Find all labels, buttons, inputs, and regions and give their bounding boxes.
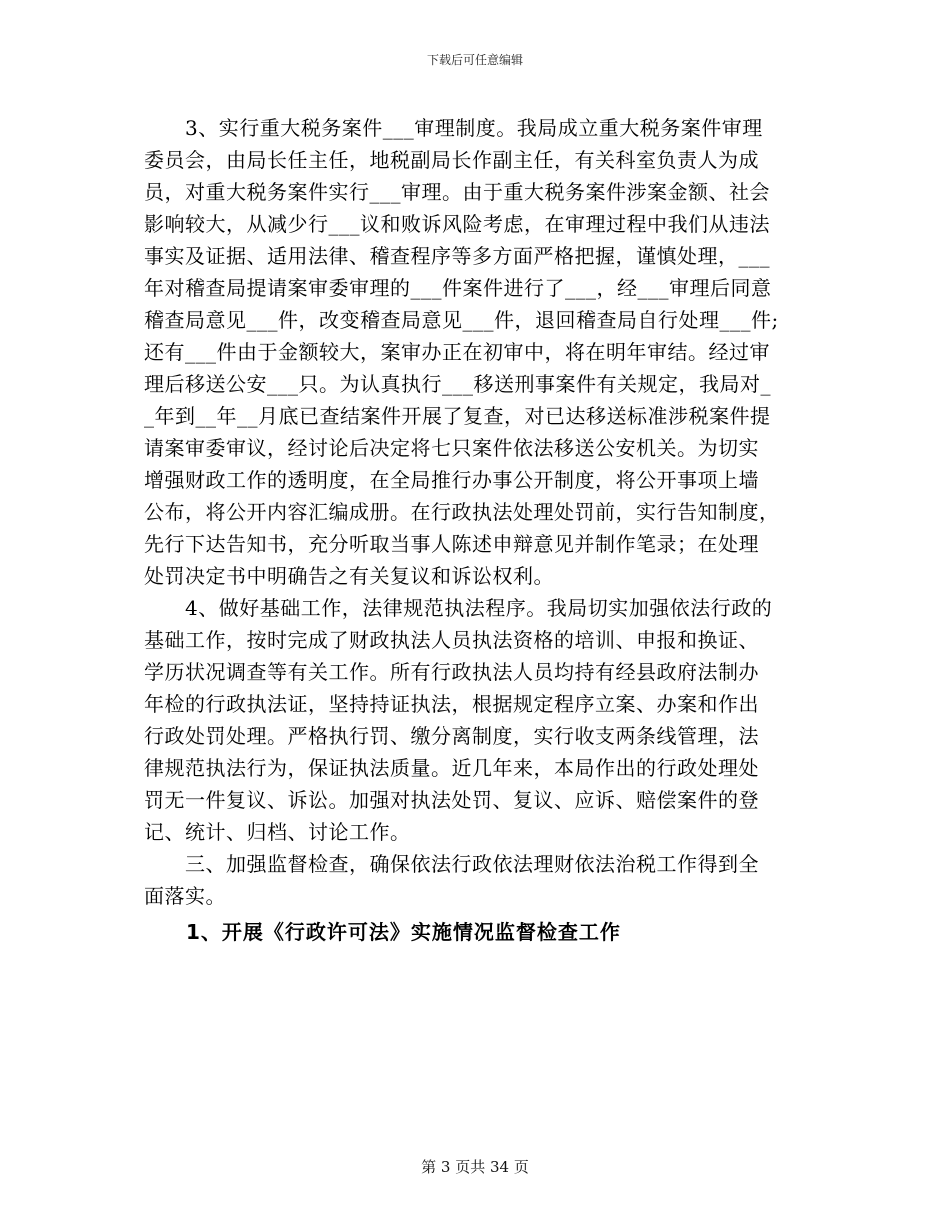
text-line: 公布，将公开内容汇编成册。在行政执法处理处罚前，实行告知制度， xyxy=(144,500,780,524)
text-line: 面落实。 xyxy=(144,884,226,908)
text-line: 记、统计、归档、讨论工作。 xyxy=(144,820,411,844)
text-line: 4、做好基础工作，法律规范执法程序。我局切实加强依法行政的 xyxy=(144,596,773,620)
text-line: 事实及证据、适用法律、稽查程序等多方面严格把握，谨慎处理，___ xyxy=(144,244,770,268)
page-number: 第 3 页共 34 页 xyxy=(421,1158,529,1176)
section-3-supervision xyxy=(144,848,808,912)
text-line: 影响较大，从减少行___议和败诉风险考虑，在审理过程中我们从违法 xyxy=(144,212,770,236)
text-line: 罚无一件复议、诉讼。加强对执法处罚、复议、应诉、赔偿案件的登 xyxy=(144,788,759,812)
text-line: 三、加强监督检查，确保依法行政依法理财依法治税工作得到全 xyxy=(144,852,759,876)
text-line: 委员会，由局长任主任，地税副局长作副主任，有关科室负责人为成 xyxy=(144,148,759,172)
text-line: 理后移送公安___只。为认真执行___移送刑事案件有关规定，我局对_ xyxy=(144,372,771,396)
text-line: 律规范执法行为，保证执法质量。近几年来，本局作出的行政处理处 xyxy=(144,756,759,780)
text-line: 增强财政工作的透明度，在全局推行办事公开制度，将公开事项上墙 xyxy=(144,468,759,492)
text-line: 处罚决定书中明确告之有关复议和诉讼权利。 xyxy=(144,564,554,588)
subsection-heading: 1、开展《行政许可法》实施情况监督检查工作 xyxy=(144,920,621,944)
text-line: 年对稽查局提请案审委审理的___件案件进行了___，经___审理后同意 xyxy=(144,276,772,300)
text-line: 3、实行重大税务案件___审理制度。我局成立重大税务案件审理 xyxy=(144,116,763,140)
text-line: 学历状况调查等有关工作。所有行政执法人员均持有经县政府法制办 xyxy=(144,660,759,684)
text-line: 稽查局意见___件，改变稽查局意见___件，退回稽查局自行处理___件; xyxy=(144,308,779,332)
paragraph-4-basic-work xyxy=(144,592,808,848)
text-line: 基础工作，按时完成了财政执法人员执法资格的培训、申报和换证、 xyxy=(144,628,759,652)
paragraph-3-case-review xyxy=(144,112,808,592)
text-line: 还有___件由于金额较大，案审办正在初审中，将在明年审结。经过审 xyxy=(144,340,770,364)
text-line: 先行下达告知书，充分听取当事人陈述申辩意见并制作笔录；在处理 xyxy=(144,532,759,556)
page-header: 下载后可任意编辑 xyxy=(426,53,523,67)
document-body xyxy=(144,112,808,948)
text-line: 员，对重大税务案件实行___审理。由于重大税务案件涉案金额、社会 xyxy=(144,180,770,204)
text-line: 行政处罚处理。严格执行罚、缴分离制度，实行收支两条线管理，法 xyxy=(144,724,759,748)
text-line: 年检的行政执法证，坚持持证执法，根据规定程序立案、办案和作出 xyxy=(144,692,759,716)
text-line: 请案审委审议，经讨论后决定将七只案件依法移送公安机关。为切实 xyxy=(144,436,759,460)
text-line: _年到__年__月底已查结案件开展了复查，对已达移送标准涉税案件提 xyxy=(144,404,771,428)
